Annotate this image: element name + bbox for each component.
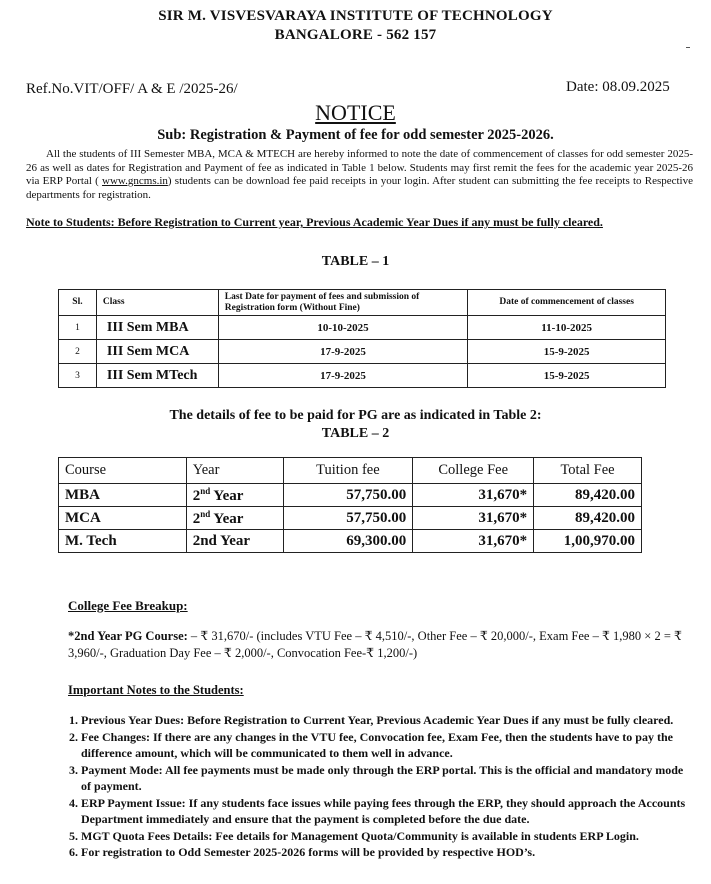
table2-cell-course: M. Tech xyxy=(59,530,187,553)
year-number: 2 xyxy=(192,487,201,504)
table1-title: TABLE – 1 xyxy=(321,254,390,269)
notice-title: NOTICE xyxy=(315,100,396,125)
table1-cell-class: III Sem MBA xyxy=(96,316,218,340)
breakup-details: – ₹ 31,670/- (includes VTU Fee – ₹ 4,510/-, Other Fee – ₹ 20,000/-, Exam Fee – ₹ 1,980 × 2 = ₹ 3,960/-, Graduation Day Fee – ₹ 2,000/-, Convocation Fee-₹ 1,200/-) xyxy=(68,629,682,660)
table1-cell-last-date: 10-10-2025 xyxy=(218,316,468,340)
breakup-text xyxy=(68,628,693,662)
table-row xyxy=(59,484,642,507)
institute-address: BANGALORE - 562 157 xyxy=(274,27,437,43)
table1-cell-sl: 3 xyxy=(59,364,97,388)
list-item: 2. Fee Changes: If there are any changes in the VTU fee, Convocation fee, Exam Fee, then the students have to pay the difference amount, which will be communicated to them well in advance. xyxy=(81,729,694,762)
table2-cell-total: 89,420.00 xyxy=(534,507,642,530)
note-to-students: Note to Students: Before Registration to Current year, Previous Academic Year Dues if any must be fully cleared. xyxy=(26,215,603,229)
table2-cell-tuition: 57,750.00 xyxy=(283,507,413,530)
important-notes-list xyxy=(68,712,694,861)
table-row xyxy=(59,507,642,530)
year-number: 2 xyxy=(192,510,201,527)
year-label: Year xyxy=(210,487,244,504)
table-row xyxy=(59,530,642,553)
table1-header-last-date: Last Date for payment of fees and submission of Registration form (Without Fine) xyxy=(218,290,468,316)
list-item: 1. Previous Year Dues: Before Registration to Current Year, Previous Academic Year Dues if any must be fully cleared. xyxy=(81,712,694,729)
scan-mark xyxy=(686,47,690,48)
table2 xyxy=(58,457,642,553)
table1-cell-commencement: 11-10-2025 xyxy=(468,316,666,340)
table2-header-tuition: Tuition fee xyxy=(283,458,413,484)
table2-header-college: College Fee xyxy=(413,458,534,484)
table1-cell-commencement: 15-9-2025 xyxy=(468,364,666,388)
table1-cell-sl: 1 xyxy=(59,316,97,340)
table2-title: TABLE – 2 xyxy=(321,426,390,441)
table1-header-sl: Sl. xyxy=(59,290,97,316)
table1-cell-class: III Sem MCA xyxy=(96,340,218,364)
table1-header-row xyxy=(59,290,666,316)
erp-portal-link[interactable]: www.gncms.in xyxy=(102,175,168,187)
table2-cell-year xyxy=(186,507,283,530)
table1-header-commencement: Date of commencement of classes xyxy=(468,290,666,316)
table2-cell-year xyxy=(186,484,283,507)
table1-cell-last-date: 17-9-2025 xyxy=(218,364,468,388)
table2-header-row xyxy=(59,458,642,484)
table1-header-class: Class xyxy=(96,290,218,316)
table2-header-total: Total Fee xyxy=(534,458,642,484)
table-row xyxy=(59,316,666,340)
notice-date: Date: 08.09.2025 xyxy=(566,79,670,95)
table2-cell-tuition: 57,750.00 xyxy=(283,484,413,507)
ref-number: Ref.No.VIT/OFF/ A & E /2025-26/ xyxy=(26,81,238,97)
table-row xyxy=(59,364,666,388)
table1-cell-last-date: 17-9-2025 xyxy=(218,340,468,364)
table2-cell-total: 1,00,970.00 xyxy=(534,530,642,553)
year-suffix: nd xyxy=(200,485,211,496)
table2-cell-course: MCA xyxy=(59,507,187,530)
table2-cell-college: 31,670* xyxy=(413,484,534,507)
paragraph-text-2: ) students can be download fee paid receipts in your login. After student can submitting the fee receipts to Respective departments for registration. xyxy=(26,175,693,201)
list-item: 3. Payment Mode: All fee payments must be made only through the ERP portal. This is the official and mandatory mode of payment. xyxy=(81,762,694,795)
year-label: Year xyxy=(210,510,244,527)
notice-subject: Sub: Registration & Payment of fee for odd semester 2025-2026. xyxy=(157,127,554,143)
table2-cell-college: 31,670* xyxy=(413,507,534,530)
paragraph-text-1: All the students of III Semester MBA, MCA & MTECH are hereby informed to note the date of commencement of classes for odd semester 2025-26 as well as dates for Registration and Payment of fee as indicated in Table 1 below. Students may first remit the fees for the academic year 2025-26 via ERP Portal ( xyxy=(26,148,693,187)
breakup-label: *2nd Year PG Course: xyxy=(68,629,188,643)
table1-cell-class: III Sem MTech xyxy=(96,364,218,388)
table1-cell-sl: 2 xyxy=(59,340,97,364)
table2-cell-year: 2nd Year xyxy=(186,530,283,553)
list-item: 4. ERP Payment Issue: If any students face issues while paying fees through the ERP, they should approach the Accounts Department immediately and ensure that the payment is completed before the due date. xyxy=(81,795,694,828)
table1 xyxy=(58,289,666,388)
table2-intro: The details of fee to be paid for PG are as indicated in Table 2: xyxy=(169,408,542,423)
table2-cell-college: 31,670* xyxy=(413,530,534,553)
table2-cell-course: MBA xyxy=(59,484,187,507)
important-notes-title: Important Notes to the Students: xyxy=(68,683,244,697)
table2-cell-total: 89,420.00 xyxy=(534,484,642,507)
table2-cell-tuition: 69,300.00 xyxy=(283,530,413,553)
notice-paragraph xyxy=(26,148,693,202)
breakup-title: College Fee Breakup: xyxy=(68,598,188,613)
table2-header-year: Year xyxy=(186,458,283,484)
list-item: 5. MGT Quota Fees Details: Fee details for Management Quota/Community is available in students ERP Login. xyxy=(81,828,694,845)
institute-name: SIR M. VISVESVARAYA INSTITUTE OF TECHNOLOGY xyxy=(158,8,553,24)
table-row xyxy=(59,340,666,364)
table2-header-course: Course xyxy=(59,458,187,484)
list-item: 6. For registration to Odd Semester 2025-2026 forms will be provided by respective HOD’s. xyxy=(81,844,694,861)
table1-cell-commencement: 15-9-2025 xyxy=(468,340,666,364)
year-suffix: nd xyxy=(200,508,211,519)
